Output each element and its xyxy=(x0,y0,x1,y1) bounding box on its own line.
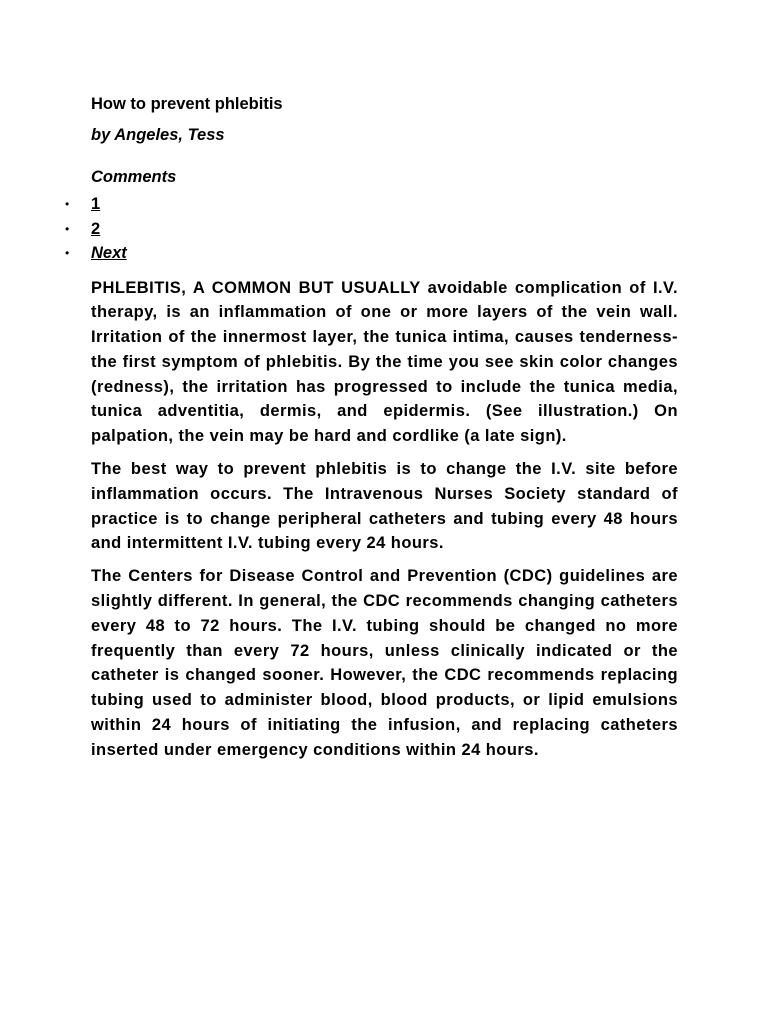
bullet-marker: • xyxy=(65,246,70,260)
paragraph-3: The Centers for Disease Control and Prevention (CDC) guidelines are slightly different. In general, the CDC recommends changing catheters every 48 to 72 hours. The I.V. tubing should be changed no more frequently than every 72 hours, unless clinically indicated or the catheter is changed sooner. However, the CDC recommends replacing tubing used to administer blood, blood products, or lipid emulsions within 24 hours of initiating the infusion, and replacing catheters inserted under emergency conditions within 24 hours. xyxy=(91,567,678,759)
article xyxy=(65,94,678,763)
pager-item-2 xyxy=(65,217,678,242)
article-body xyxy=(91,276,678,763)
next-page-link[interactable]: Next xyxy=(91,244,127,262)
bullet-marker: • xyxy=(65,221,70,236)
comments-label: Comments xyxy=(91,168,177,186)
bullet-marker: • xyxy=(65,197,70,211)
pager-item-next xyxy=(65,241,678,266)
paragraph-1: PHLEBITIS, A COMMON BUT USUALLY avoidable complication of I.V. therapy, is an inflammation of one or more layers of the vein wall. Irritation of the innermost layer, the tunica intima, causes tenderness-the first symptom of phlebitis. By the time you see skin color changes (redness), the irritation has progressed to include the tunica media, tunica adventitia, dermis, and epidermis. (See illustration.) On palpation, the vein may be hard and cordlike (a late sign). xyxy=(91,278,678,446)
article-byline: by Angeles, Tess xyxy=(91,126,225,144)
comments-pager xyxy=(65,192,678,266)
article-title: How to prevent phlebitis xyxy=(91,95,283,113)
page-1-link[interactable]: 1 xyxy=(91,195,101,213)
paragraph-2: The best way to prevent phlebitis is to change the I.V. site before inflammation occurs. The Intravenous Nurses Society standard of practice is to change peripheral catheters and tubing every 48 hours and intermittent I.V. tubing every 24 hours. xyxy=(91,460,678,553)
pager-item-1 xyxy=(65,192,678,217)
page-2-link[interactable]: 2 xyxy=(91,219,101,238)
